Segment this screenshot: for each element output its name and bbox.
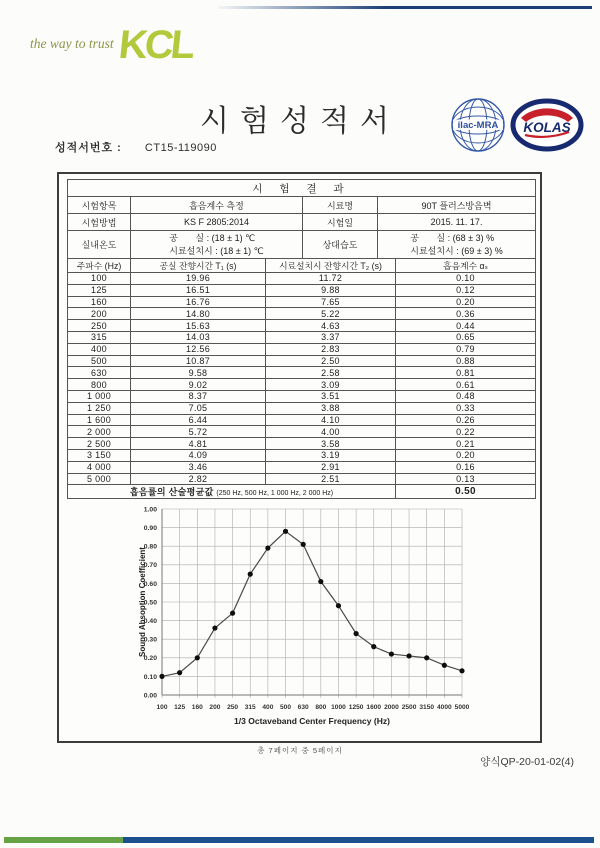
report-number [55,139,217,155]
data-point [371,644,376,649]
x-tick-label: 500 [280,704,292,712]
measurement-cell: 250 [68,320,131,332]
x-tick-label: 1250 [348,704,364,712]
measurement-cell: 315 [68,331,131,343]
data-point [265,546,270,551]
measurement-cell: 3.51 [266,390,396,402]
page-title: 시험성적서 [200,105,400,138]
measurement-cell: 0.36 [396,308,536,320]
report-number-label: 성적서번호 : [55,142,122,154]
measurement-cell: 500 [68,355,131,367]
kcl-brand [30,23,195,67]
data-point [195,656,200,661]
measurement-cell: 0.44 [396,320,536,332]
ilac-mra-logo-icon [449,96,507,154]
top-navy-rule [218,6,592,9]
data-point [230,611,235,616]
measurement-cell: 10.87 [131,355,266,367]
measurement-cell: 9.02 [131,379,266,391]
measurement-cell: 3.88 [266,402,396,414]
footer-bar-blue [123,837,594,843]
form-number-text: 양식QP-20-01-02(4) [480,756,574,768]
measurement-cell: 12.56 [131,343,266,355]
measurement-cell: 4.09 [131,449,266,461]
measurement-cell: 2.58 [266,367,396,379]
column-header-cell: 시료설치시 잔향시간 T₂ (s) [266,259,396,273]
measurement-cell: 2.91 [266,461,396,473]
measurement-cell: 0.21 [396,438,536,450]
data-point [442,663,447,668]
x-tick-label: 2000 [384,704,399,712]
measurement-cell: 14.03 [131,331,266,343]
data-point [424,656,429,661]
measurement-cell: 11.72 [266,273,396,285]
measurement-row [68,402,536,414]
measurement-cell: 1 000 [68,390,131,402]
absorption-chart [67,501,536,739]
x-tick-label: 3150 [419,704,435,712]
measurement-row [68,449,536,461]
measurement-cell: 2.51 [266,473,396,485]
info-label-cell: 상대습도 [303,231,378,259]
measurement-cell: 4 000 [68,461,131,473]
measurement-cell: 0.79 [396,343,536,355]
y-tick-label: 0.30 [143,636,157,644]
info-label-cell: 실내온도 [68,231,131,259]
data-point [406,654,411,659]
measurement-cell: 3.46 [131,461,266,473]
y-tick-label: 0.50 [143,599,157,607]
page-count-text: 총 7페이지 중 5페이지 [257,746,343,755]
info-label-cell: 시험방법 [68,214,131,231]
kolas-logo-icon [510,98,584,152]
y-tick-label: 0.70 [143,562,157,570]
measurement-cell: 630 [68,367,131,379]
measurement-row [68,379,536,391]
measurement-row [68,273,536,285]
measurement-cell: 1 250 [68,402,131,414]
data-point [389,652,394,657]
measurement-cell: 2 000 [68,426,131,438]
data-point [336,603,341,608]
footer-color-bar [4,837,594,843]
info-label-cell: 시험항목 [68,197,131,214]
kolas-logo-text: KOLAS [523,120,571,135]
test-info-table [67,179,536,259]
measurement-cell: 15.63 [131,320,266,332]
x-tick-label: 1000 [331,704,346,712]
measurement-cell: 2.83 [266,343,396,355]
measurement-cell: 2 500 [68,438,131,450]
measurement-cell: 0.61 [396,379,536,391]
measurement-row [68,355,536,367]
info-label-cell: 시험일 [303,214,378,231]
measurement-cell: 100 [68,273,131,285]
measurement-cell: 0.81 [396,367,536,379]
info-value-cell: 2015. 11. 17. [378,214,536,231]
measurement-table [67,258,536,499]
info-row [68,231,536,259]
data-point [212,626,217,631]
data-point [177,670,182,675]
measurement-cell: 0.48 [396,390,536,402]
info-row [68,214,536,231]
measurement-row [68,414,536,426]
measurement-cell: 2.82 [131,473,266,485]
measurement-cell: 4.63 [266,320,396,332]
measurement-row [68,438,536,450]
y-tick-label: 0.90 [143,525,157,533]
summary-row [68,485,536,499]
measurement-row [68,331,536,343]
x-tick-label: 1600 [366,704,382,712]
x-tick-label: 125 [174,704,186,712]
measurement-header-row [68,259,536,273]
data-point [248,572,253,577]
measurement-cell: 5.22 [266,308,396,320]
chart-area [67,501,540,744]
measurement-row [68,284,536,296]
measurement-cell: 0.16 [396,461,536,473]
measurement-cell: 7.65 [266,296,396,308]
info-value-cell: 흡음계수 측정 [131,197,303,214]
measurement-row [68,367,536,379]
info-value-cell: KS F 2805:2014 [131,214,303,231]
brand-tagline: the way to trust [30,36,114,51]
measurement-cell: 200 [68,308,131,320]
measurement-row [68,473,536,485]
measurement-cell: 160 [68,296,131,308]
certification-logos [449,96,584,154]
measurement-cell: 0.22 [396,426,536,438]
measurement-row [68,426,536,438]
column-header-cell: 흡음계수 αₛ [396,259,536,273]
x-tick-label: 200 [209,704,221,712]
info-label-cell: 시료명 [303,197,378,214]
measurement-cell: 0.26 [396,414,536,426]
y-tick-label: 0.20 [143,655,157,663]
test-results-box [57,172,542,743]
y-tick-label: 0.80 [143,543,157,551]
x-tick-label: 250 [227,704,239,712]
x-tick-label: 800 [315,704,327,712]
data-point [283,529,288,534]
measurement-cell: 0.12 [396,284,536,296]
section-title: 시 험 결 과 [68,180,536,197]
info-value-cell [131,231,303,259]
y-axis-title: Sound Absoption Coefficient [138,547,147,658]
two-line-value: 공 실 : (68 ± 3) % 시료설치시 : (69 ± 3) % [410,233,503,256]
x-tick-label: 400 [262,704,274,712]
measurement-cell: 7.05 [131,402,266,414]
measurement-cell: 16.76 [131,296,266,308]
x-tick-label: 2500 [401,704,417,712]
section-title-row [68,180,536,197]
info-row [68,197,536,214]
measurement-row [68,296,536,308]
measurement-cell: 0.20 [396,449,536,461]
measurement-cell: 4.10 [266,414,396,426]
x-axis-title: 1/3 Octaveband Center Frequency (Hz) [234,716,390,727]
measurement-cell: 16.51 [131,284,266,296]
measurement-cell: 9.88 [266,284,396,296]
measurement-cell: 3.19 [266,449,396,461]
measurement-cell: 0.88 [396,355,536,367]
column-header-cell: 공실 잔향시간 T₁ (s) [131,259,266,273]
column-header-cell: 주파수 (Hz) [68,259,131,273]
measurement-cell: 5 000 [68,473,131,485]
data-point [301,542,306,547]
measurement-cell: 5.72 [131,426,266,438]
data-point [459,669,464,674]
footer-bar-green [4,837,123,843]
measurement-row [68,320,536,332]
x-tick-label: 100 [156,704,168,712]
measurement-cell: 2.50 [266,355,396,367]
summary-value-cell: 0.50 [396,485,536,499]
measurement-cell: 6.44 [131,414,266,426]
measurement-cell: 3 150 [68,449,131,461]
y-tick-label: 0.40 [143,618,157,626]
x-tick-label: 160 [191,704,203,712]
measurement-cell: 4.00 [266,426,396,438]
measurement-cell: 125 [68,284,131,296]
y-tick-label: 0.00 [143,692,157,700]
measurement-cell: 8.37 [131,390,266,402]
measurement-cell: 4.81 [131,438,266,450]
info-value-cell: 90T 플러스방음벽 [378,197,536,214]
measurement-row [68,343,536,355]
x-tick-label: 4000 [437,704,452,712]
test-info-body [68,180,536,259]
measurement-cell: 0.33 [396,402,536,414]
x-tick-label: 5000 [454,704,470,712]
measurement-cell: 3.37 [266,331,396,343]
measurement-cell: 14.80 [131,308,266,320]
measurement-body [68,259,536,499]
series-line [162,532,462,677]
x-tick-label: 630 [297,704,309,712]
measurement-cell: 0.65 [396,331,536,343]
y-tick-label: 0.10 [143,674,157,682]
tables-wrap [67,179,540,499]
info-value-cell [378,231,536,259]
measurement-row [68,390,536,402]
two-line-value: 공 실 : (18 ± 1) ℃ 시료설치시 : (18 ± 1) ℃ [169,233,264,256]
measurement-cell: 0.20 [396,296,536,308]
data-point [354,631,359,636]
data-point [318,579,323,584]
measurement-cell: 0.10 [396,273,536,285]
measurement-cell: 9.58 [131,367,266,379]
measurement-cell: 3.09 [266,379,396,391]
summary-label-cell: 흡음률의 산술평균값 (250 Hz, 500 Hz, 1 000 Hz, 2 000 Hz) [68,485,396,499]
y-tick-label: 1.00 [143,506,157,514]
x-tick-label: 315 [244,704,256,712]
summary-note: (250 Hz, 500 Hz, 1 000 Hz, 2 000 Hz) [216,490,334,498]
measurement-cell: 19.96 [131,273,266,285]
measurement-cell: 3.58 [266,438,396,450]
measurement-cell: 0.13 [396,473,536,485]
kcl-logo: KCL [116,23,195,67]
measurement-row [68,461,536,473]
ilac-mra-logo-text: ilac-MRA [457,119,499,131]
measurement-cell: 400 [68,343,131,355]
measurement-cell: 1 600 [68,414,131,426]
report-number-value: CT15-119090 [144,142,217,154]
measurement-cell: 800 [68,379,131,391]
measurement-row [68,308,536,320]
data-point [159,674,164,679]
y-tick-label: 0.60 [143,581,157,589]
